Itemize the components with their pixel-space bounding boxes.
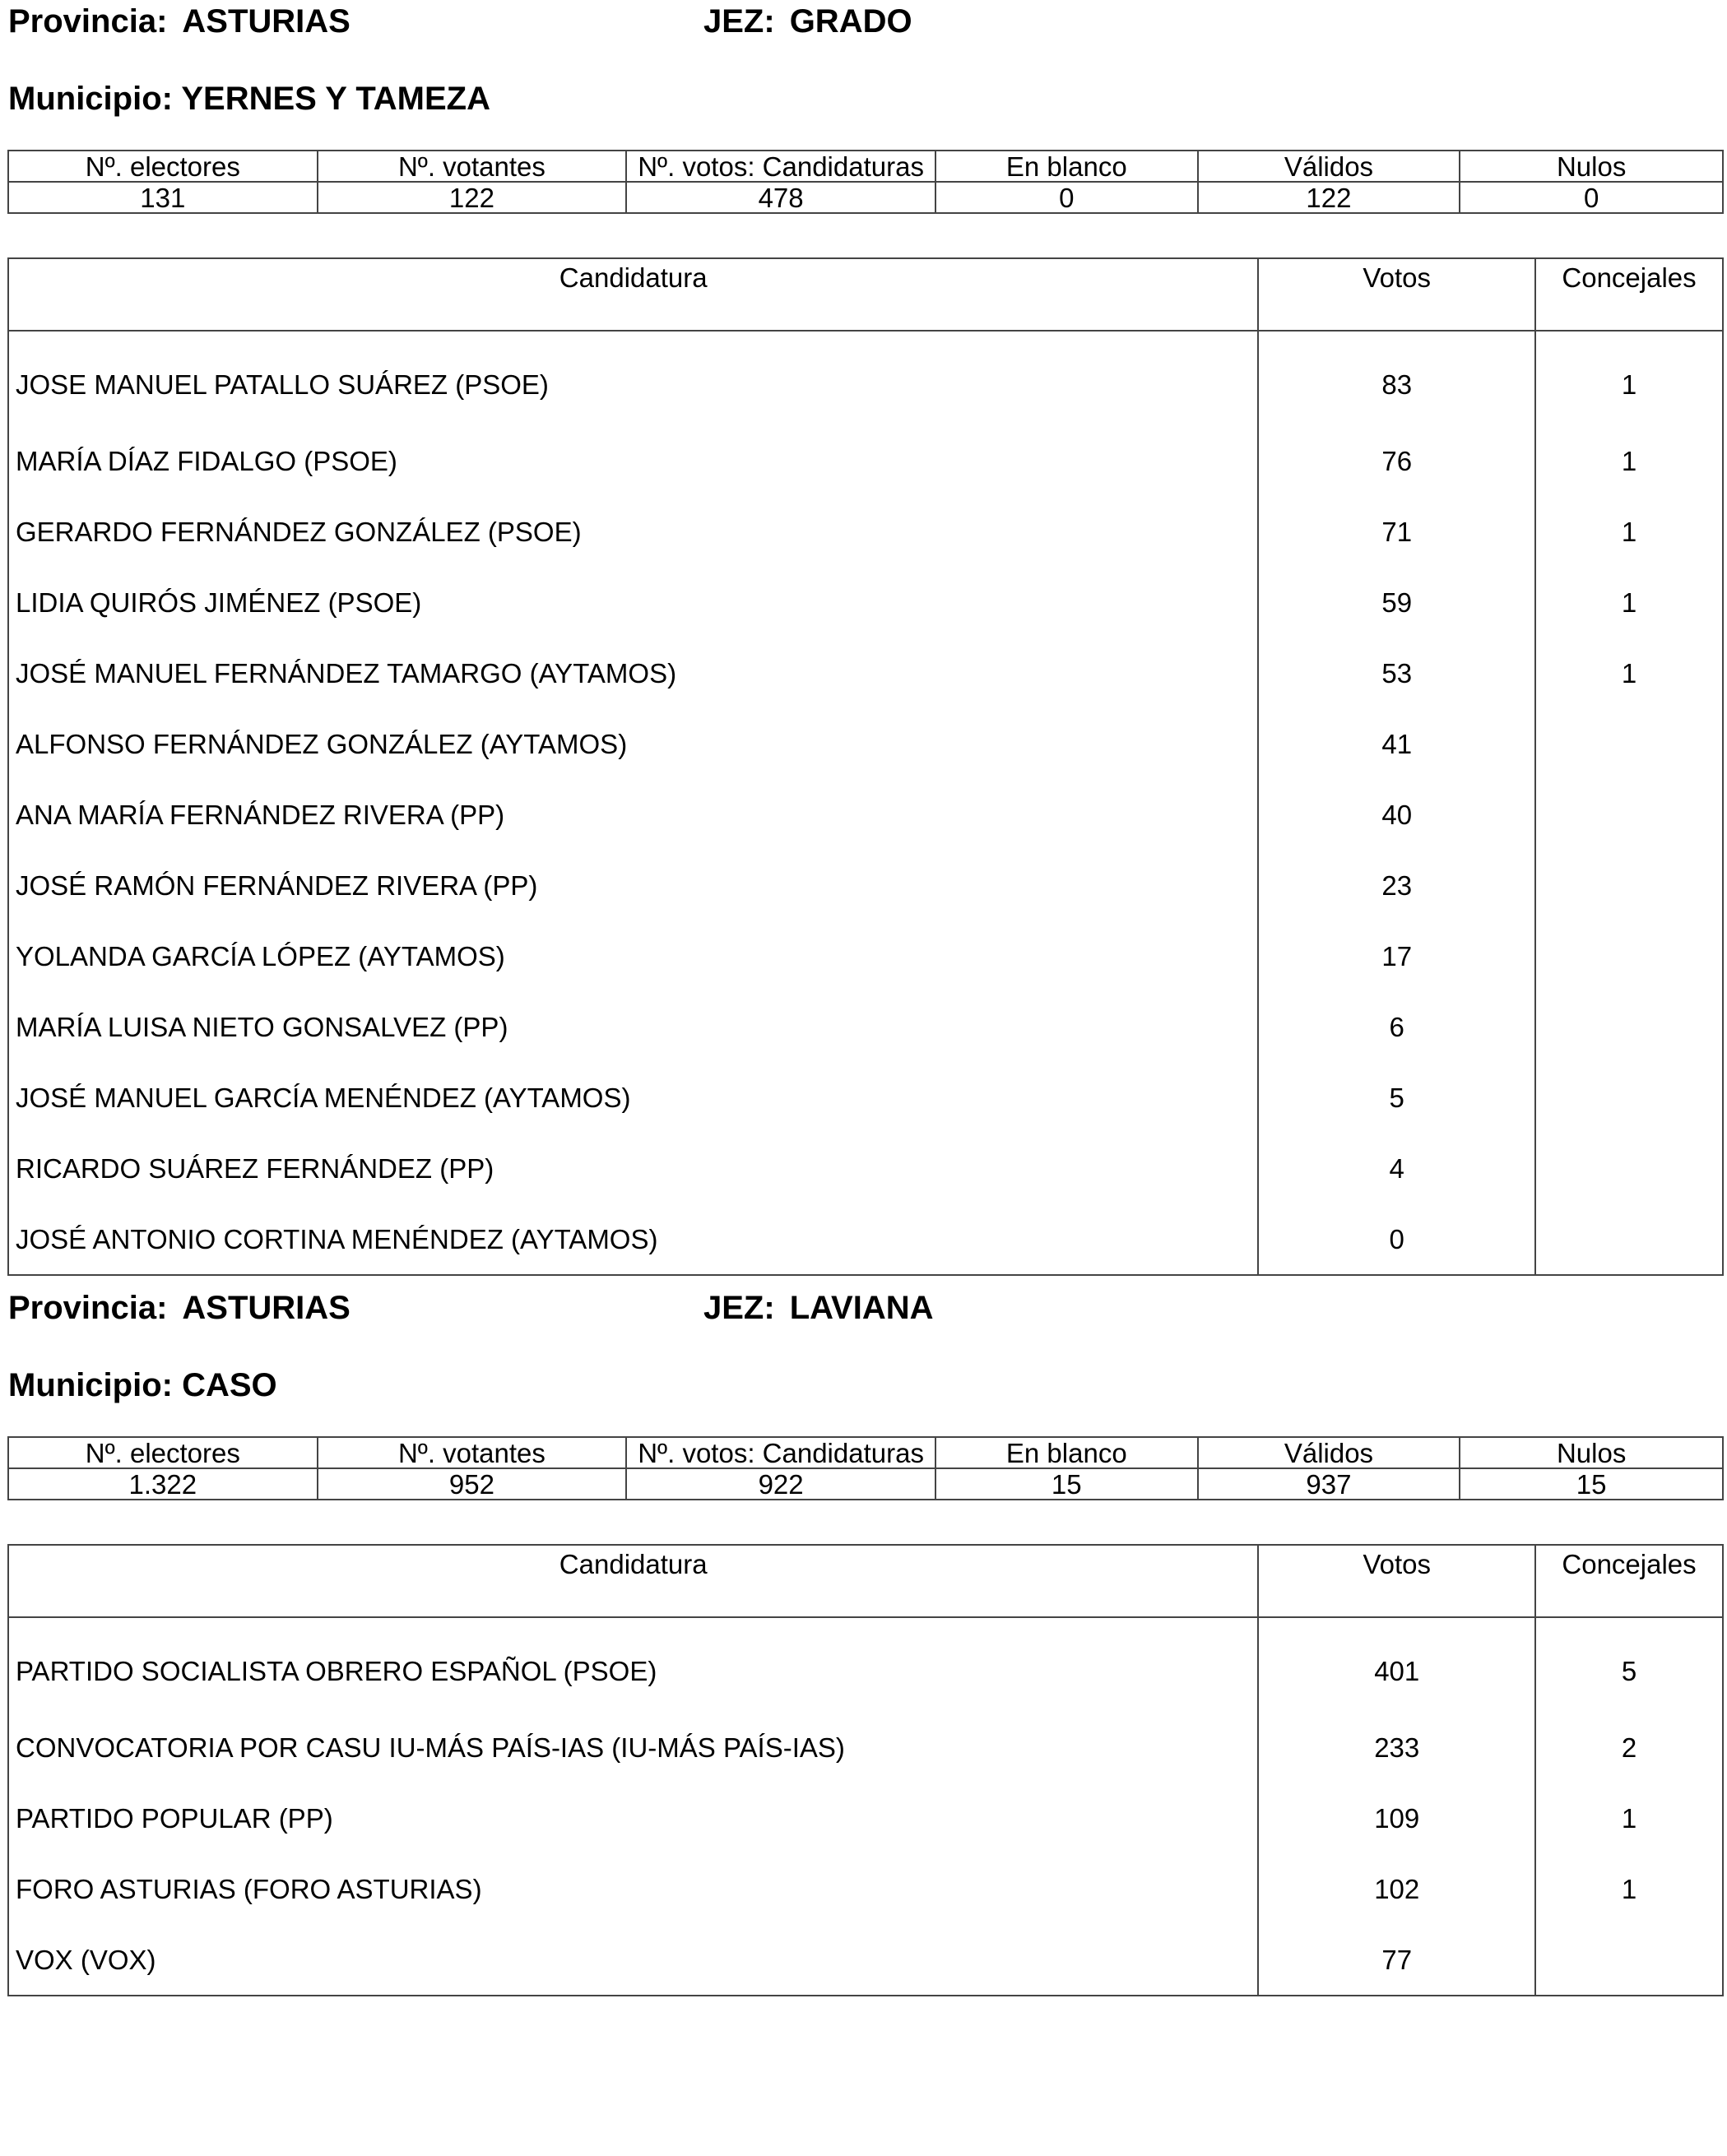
candidate-votos: 6 bbox=[1258, 991, 1535, 1062]
table-row bbox=[8, 1853, 1723, 1924]
stats-value: 15 bbox=[1460, 1468, 1723, 1500]
candidates-table bbox=[7, 257, 1724, 1276]
candidates-table bbox=[7, 1544, 1724, 1996]
provincia-value: ASTURIAS bbox=[182, 1290, 351, 1326]
municipio-heading bbox=[8, 82, 490, 115]
stats-header: Nº. electores bbox=[8, 151, 318, 182]
candidate-name: JOSÉ ANTONIO CORTINA MENÉNDEZ (AYTAMOS) bbox=[8, 1203, 1258, 1275]
municipio-label: Municipio: bbox=[8, 81, 173, 117]
candidate-votos: 109 bbox=[1258, 1783, 1535, 1853]
candidate-votos: 401 bbox=[1258, 1617, 1535, 1712]
candidate-votos: 59 bbox=[1258, 567, 1535, 638]
candidate-name: MARÍA LUISA NIETO GONSALVEZ (PP) bbox=[8, 991, 1258, 1062]
table-row bbox=[8, 425, 1723, 496]
candidate-concejales: 1 bbox=[1535, 331, 1723, 425]
stats-value-row bbox=[8, 182, 1723, 213]
jez-heading bbox=[703, 1291, 934, 1324]
candidate-name: YOLANDA GARCÍA LÓPEZ (AYTAMOS) bbox=[8, 920, 1258, 991]
table-row bbox=[8, 496, 1723, 567]
table-row bbox=[8, 779, 1723, 850]
candidate-concejales: 1 bbox=[1535, 567, 1723, 638]
stats-header: Nulos bbox=[1460, 151, 1723, 182]
candidate-votos: 76 bbox=[1258, 425, 1535, 496]
provincia-label: Provincia: bbox=[8, 3, 168, 39]
candidate-concejales bbox=[1535, 1133, 1723, 1203]
stats-value: 0 bbox=[1460, 182, 1723, 213]
jez-label: JEZ: bbox=[703, 1290, 775, 1326]
table-row bbox=[8, 1133, 1723, 1203]
jez-heading bbox=[703, 5, 912, 38]
candidate-name: ANA MARÍA FERNÁNDEZ RIVERA (PP) bbox=[8, 779, 1258, 850]
table-row bbox=[8, 850, 1723, 920]
candidate-votos: 40 bbox=[1258, 779, 1535, 850]
candidate-name: PARTIDO POPULAR (PP) bbox=[8, 1783, 1258, 1853]
stats-value: 122 bbox=[1198, 182, 1460, 213]
stats-value: 15 bbox=[935, 1468, 1198, 1500]
table-row bbox=[8, 708, 1723, 779]
stats-header: Nº. electores bbox=[8, 1437, 318, 1468]
stats-header: Nº. votantes bbox=[318, 151, 627, 182]
candidate-name: VOX (VOX) bbox=[8, 1924, 1258, 1996]
candidate-name: JOSÉ RAMÓN FERNÁNDEZ RIVERA (PP) bbox=[8, 850, 1258, 920]
candidate-votos: 71 bbox=[1258, 496, 1535, 567]
table-row bbox=[8, 1617, 1723, 1712]
candidate-votos: 4 bbox=[1258, 1133, 1535, 1203]
stats-value-row bbox=[8, 1468, 1723, 1500]
candidate-concejales: 1 bbox=[1535, 1783, 1723, 1853]
stats-value: 937 bbox=[1198, 1468, 1460, 1500]
candidate-concejales bbox=[1535, 708, 1723, 779]
candidate-votos: 53 bbox=[1258, 638, 1535, 708]
stats-header: Nº. votos: Candidaturas bbox=[626, 151, 935, 182]
jez-value: LAVIANA bbox=[789, 1290, 934, 1326]
stats-table bbox=[7, 1436, 1724, 1500]
table-row bbox=[8, 920, 1723, 991]
municipio-value: YERNES Y TAMEZA bbox=[181, 81, 490, 117]
municipio-label: Municipio: bbox=[8, 1367, 173, 1403]
candidate-name: PARTIDO SOCIALISTA OBRERO ESPAÑOL (PSOE) bbox=[8, 1617, 1258, 1712]
stats-header: Válidos bbox=[1198, 151, 1460, 182]
votos-header: Votos bbox=[1258, 1545, 1535, 1617]
candidate-concejales bbox=[1535, 1203, 1723, 1275]
concejales-header: Concejales bbox=[1535, 1545, 1723, 1617]
table-row bbox=[8, 1924, 1723, 1996]
candidate-concejales: 1 bbox=[1535, 425, 1723, 496]
stats-table bbox=[7, 150, 1724, 214]
candidate-name: JOSÉ MANUEL GARCÍA MENÉNDEZ (AYTAMOS) bbox=[8, 1062, 1258, 1133]
candidate-concejales bbox=[1535, 1924, 1723, 1996]
candidate-votos: 5 bbox=[1258, 1062, 1535, 1133]
candidate-concejales bbox=[1535, 779, 1723, 850]
candidate-concejales: 1 bbox=[1535, 638, 1723, 708]
candidate-votos: 0 bbox=[1258, 1203, 1535, 1275]
stats-header: En blanco bbox=[935, 151, 1198, 182]
candidate-votos: 102 bbox=[1258, 1853, 1535, 1924]
table-row bbox=[8, 638, 1723, 708]
provincia-value: ASTURIAS bbox=[182, 3, 351, 39]
candidate-name: LIDIA QUIRÓS JIMÉNEZ (PSOE) bbox=[8, 567, 1258, 638]
candidatura-header: Candidatura bbox=[8, 258, 1258, 331]
stats-value: 122 bbox=[318, 182, 627, 213]
candidate-name: CONVOCATORIA POR CASU IU-MÁS PAÍS-IAS (IU-MÁS PAÍS-IAS) bbox=[8, 1712, 1258, 1783]
stats-value: 131 bbox=[8, 182, 318, 213]
candidate-votos: 41 bbox=[1258, 708, 1535, 779]
provincia-heading bbox=[8, 5, 351, 38]
stats-value: 952 bbox=[318, 1468, 627, 1500]
municipio-value: CASO bbox=[182, 1367, 277, 1403]
candidate-votos: 77 bbox=[1258, 1924, 1535, 1996]
candidate-concejales bbox=[1535, 920, 1723, 991]
table-row bbox=[8, 1712, 1723, 1783]
stats-header: Válidos bbox=[1198, 1437, 1460, 1468]
stats-header: En blanco bbox=[935, 1437, 1198, 1468]
votos-header: Votos bbox=[1258, 258, 1535, 331]
stats-value: 922 bbox=[626, 1468, 935, 1500]
candidate-name: JOSE MANUEL PATALLO SUÁREZ (PSOE) bbox=[8, 331, 1258, 425]
candidatura-header: Candidatura bbox=[8, 1545, 1258, 1617]
candidate-name: GERARDO FERNÁNDEZ GONZÁLEZ (PSOE) bbox=[8, 496, 1258, 567]
candidate-votos: 83 bbox=[1258, 331, 1535, 425]
candidate-concejales bbox=[1535, 991, 1723, 1062]
candidate-name: MARÍA DÍAZ FIDALGO (PSOE) bbox=[8, 425, 1258, 496]
candidate-votos: 233 bbox=[1258, 1712, 1535, 1783]
candidate-name: FORO ASTURIAS (FORO ASTURIAS) bbox=[8, 1853, 1258, 1924]
candidate-name: ALFONSO FERNÁNDEZ GONZÁLEZ (AYTAMOS) bbox=[8, 708, 1258, 779]
candidate-votos: 17 bbox=[1258, 920, 1535, 991]
table-row bbox=[8, 1062, 1723, 1133]
candidate-concejales bbox=[1535, 850, 1723, 920]
jez-value: GRADO bbox=[789, 3, 912, 39]
stats-header: Nº. votos: Candidaturas bbox=[626, 1437, 935, 1468]
candidate-concejales: 1 bbox=[1535, 1853, 1723, 1924]
provincia-heading bbox=[8, 1291, 351, 1324]
table-row bbox=[8, 331, 1723, 425]
candidate-votos: 23 bbox=[1258, 850, 1535, 920]
stats-value: 1.322 bbox=[8, 1468, 318, 1500]
provincia-label: Provincia: bbox=[8, 1290, 168, 1326]
candidates-header-row bbox=[8, 1545, 1723, 1617]
stats-value: 0 bbox=[935, 182, 1198, 213]
candidate-concejales: 1 bbox=[1535, 496, 1723, 567]
candidates-header-row bbox=[8, 258, 1723, 331]
concejales-header: Concejales bbox=[1535, 258, 1723, 331]
candidate-name: JOSÉ MANUEL FERNÁNDEZ TAMARGO (AYTAMOS) bbox=[8, 638, 1258, 708]
table-row bbox=[8, 991, 1723, 1062]
table-row bbox=[8, 1783, 1723, 1853]
candidate-concejales: 2 bbox=[1535, 1712, 1723, 1783]
municipio-heading bbox=[8, 1369, 277, 1402]
candidate-concejales: 5 bbox=[1535, 1617, 1723, 1712]
stats-header-row bbox=[8, 151, 1723, 182]
jez-label: JEZ: bbox=[703, 3, 775, 39]
candidate-concejales bbox=[1535, 1062, 1723, 1133]
table-row bbox=[8, 1203, 1723, 1275]
stats-header: Nulos bbox=[1460, 1437, 1723, 1468]
candidate-name: RICARDO SUÁREZ FERNÁNDEZ (PP) bbox=[8, 1133, 1258, 1203]
table-row bbox=[8, 567, 1723, 638]
stats-header-row bbox=[8, 1437, 1723, 1468]
stats-value: 478 bbox=[626, 182, 935, 213]
stats-header: Nº. votantes bbox=[318, 1437, 627, 1468]
